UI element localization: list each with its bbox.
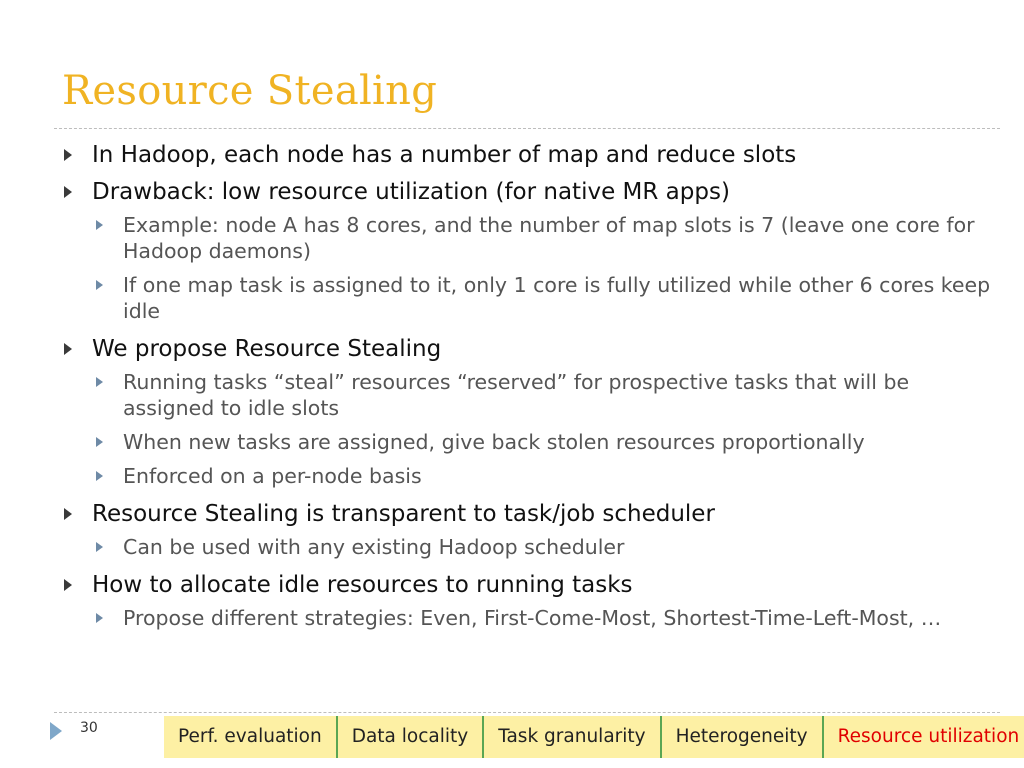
bullet-text: Resource Stealing is transparent to task/job scheduler [92,501,715,527]
bullet-text: How to allocate idle resources to running tasks [92,572,633,598]
bullet-arrow-icon [64,343,72,355]
bullet-text: In Hadoop, each node has a number of map and reduce slots [92,142,797,168]
sub-bullet-text: Running tasks “steal” resources “reserved” for prospective tasks that will be assigned to idle slots [123,370,910,420]
page-marker-icon [50,722,62,740]
sub-bullet-item [62,463,992,489]
bullet-arrow-icon [64,149,72,161]
bullet-item [62,497,992,531]
sub-bullet-item [62,272,992,324]
sub-bullet-item [62,534,992,560]
bullet-item [62,138,992,172]
sub-bullet-arrow-icon [96,280,103,290]
sub-bullet-text: Can be used with any existing Hadoop scheduler [123,535,625,559]
nav-item-data-locality[interactable]: Data locality [338,716,485,758]
slide-content [62,138,992,639]
sub-bullet-arrow-icon [96,220,103,230]
bullet-arrow-icon [64,186,72,198]
sub-bullet-item [62,605,992,631]
slide-title: Resource Stealing [62,68,438,114]
nav-item-perf-evaluation[interactable]: Perf. evaluation [164,716,338,758]
nav-item-heterogeneity[interactable]: Heterogeneity [662,716,824,758]
sub-bullet-text: When new tasks are assigned, give back stolen resources proportionally [123,430,865,454]
bullet-item [62,175,992,209]
footer-divider [54,712,1000,713]
section-nav [164,716,1024,758]
bullet-arrow-icon [64,508,72,520]
sub-bullet-arrow-icon [96,613,103,623]
sub-bullet-arrow-icon [96,471,103,481]
bullet-text: Drawback: low resource utilization (for native MR apps) [92,179,730,205]
bullet-arrow-icon [64,579,72,591]
sub-bullet-arrow-icon [96,542,103,552]
title-divider [54,128,1000,129]
sub-bullet-text: Propose different strategies: Even, First-Come-Most, Shortest-Time-Left-Most, … [123,606,942,630]
sub-bullet-text: Enforced on a per-node basis [123,464,422,488]
page-number: 30 [80,720,98,736]
sub-bullet-text: If one map task is assigned to it, only 1 core is fully utilized while other 6 cores keep idle [123,273,991,323]
sub-bullet-arrow-icon [96,437,103,447]
sub-bullet-text: Example: node A has 8 cores, and the number of map slots is 7 (leave one core for Hadoop daemons) [123,213,975,263]
nav-item-resource-utilization[interactable]: Resource utilization [837,726,1020,747]
nav-item-task-granularity[interactable]: Task granularity [484,716,661,758]
bullet-text: We propose Resource Stealing [92,336,442,362]
sub-bullet-arrow-icon [96,377,103,387]
sub-bullet-item [62,429,992,455]
bullet-item [62,332,992,366]
sub-bullet-item [62,369,992,421]
sub-bullet-item [62,212,992,264]
bullet-item [62,568,992,602]
